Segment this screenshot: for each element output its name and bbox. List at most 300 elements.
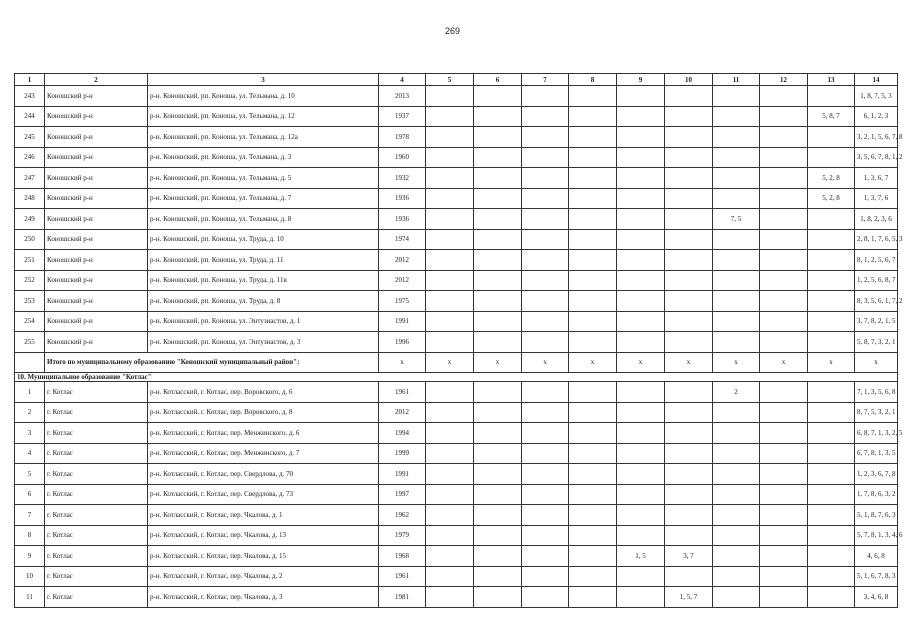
empty-cell (760, 106, 808, 127)
row-number-cell: 251 (15, 250, 45, 271)
empty-cell (522, 168, 569, 189)
col11-cell (713, 229, 760, 250)
empty-cell (474, 291, 522, 312)
empty-cell (474, 402, 522, 423)
section-row (15, 373, 898, 382)
table-row (15, 443, 898, 464)
empty-cell (522, 484, 569, 505)
empty-cell (522, 270, 569, 291)
col10-cell (665, 106, 713, 127)
col10-cell (665, 270, 713, 291)
year-cell: 1961 (379, 382, 426, 403)
empty-cell (569, 525, 617, 546)
col11-cell (713, 188, 760, 209)
col14-cell: 5, 1, 8, 7, 6, 3 (855, 505, 898, 526)
empty-cell (474, 464, 522, 485)
col14-cell: 1, 2, 3, 6, 7, 8 (855, 464, 898, 485)
empty-cell (760, 147, 808, 168)
row-number-cell: 254 (15, 311, 45, 332)
col13-cell (808, 484, 855, 505)
table-row (15, 229, 898, 250)
table-row (15, 209, 898, 230)
empty-cell (426, 229, 474, 250)
district-cell: Коношский р-н (45, 127, 148, 148)
col14-cell: 7, 1, 3, 5, 6, 8 (855, 382, 898, 403)
empty-cell (760, 525, 808, 546)
column-header: 11 (713, 74, 760, 86)
year-cell: 1991 (379, 464, 426, 485)
col10-cell (665, 229, 713, 250)
empty-cell (522, 106, 569, 127)
empty-cell (760, 168, 808, 189)
table-row (15, 86, 898, 107)
empty-cell (426, 505, 474, 526)
empty-cell (426, 106, 474, 127)
col11-cell (713, 464, 760, 485)
col13-cell (808, 566, 855, 587)
empty-cell (569, 250, 617, 271)
col13-cell (808, 86, 855, 107)
empty-cell (522, 505, 569, 526)
col13-cell (808, 250, 855, 271)
row-number-cell: 11 (15, 587, 45, 608)
table-row (15, 106, 898, 127)
total-mark: х (617, 352, 665, 373)
row-number-cell: 3 (15, 423, 45, 444)
district-cell: Коношский р-н (45, 106, 148, 127)
district-cell: г. Котлас (45, 566, 148, 587)
col10-cell (665, 382, 713, 403)
empty-cell (522, 566, 569, 587)
col11-cell (713, 168, 760, 189)
col13-cell (808, 291, 855, 312)
col13-cell (808, 382, 855, 403)
col14-cell: 2, 8, 1, 7, 6, 5, 3 (855, 229, 898, 250)
col13-cell (808, 332, 855, 353)
col13-cell (808, 402, 855, 423)
empty-cell (522, 209, 569, 230)
empty-cell (426, 464, 474, 485)
col9-cell (617, 525, 665, 546)
empty-cell (426, 402, 474, 423)
col10-cell (665, 525, 713, 546)
empty-cell (426, 311, 474, 332)
col13-cell (808, 229, 855, 250)
district-cell: Коношский р-н (45, 229, 148, 250)
district-cell: г. Котлас (45, 505, 148, 526)
district-cell: г. Котлас (45, 423, 148, 444)
address-cell: р-н. Котласский, г. Котлас, пер. Воровского, д. 6 (148, 382, 379, 403)
empty-cell (569, 332, 617, 353)
total-mark: х (379, 352, 426, 373)
empty-cell (474, 127, 522, 148)
table-row (15, 332, 898, 353)
total-mark: х (474, 352, 522, 373)
col14-cell: 1, 7, 8, 6, 3, 2 (855, 484, 898, 505)
col11-cell (713, 106, 760, 127)
address-cell: р-н. Коношский, рп. Коноша, ул. Тельмана, д. 8 (148, 209, 379, 230)
col10-cell (665, 311, 713, 332)
col9-cell (617, 382, 665, 403)
col9-cell (617, 86, 665, 107)
year-cell: 1960 (379, 147, 426, 168)
empty-cell (426, 86, 474, 107)
address-cell: р-н. Коношский, рп. Коноша, ул. Тельмана, д. 5 (148, 168, 379, 189)
col10-cell (665, 332, 713, 353)
empty-cell (474, 147, 522, 168)
col13-cell (808, 587, 855, 608)
empty-cell (760, 464, 808, 485)
empty-cell (474, 587, 522, 608)
col10-cell (665, 168, 713, 189)
col13-cell (808, 505, 855, 526)
col11-cell (713, 443, 760, 464)
empty-cell (760, 443, 808, 464)
empty-cell (569, 464, 617, 485)
year-cell: 1962 (379, 505, 426, 526)
empty-cell (760, 209, 808, 230)
empty-cell (522, 188, 569, 209)
col9-cell (617, 566, 665, 587)
empty-cell (760, 484, 808, 505)
table-row (15, 546, 898, 567)
konosha-rows (15, 86, 903, 353)
col9-cell (617, 587, 665, 608)
empty-cell (760, 250, 808, 271)
district-cell: Коношский р-н (45, 86, 148, 107)
col14-cell: 1, 2, 5, 6, 8, 7 (855, 270, 898, 291)
empty-cell (760, 270, 808, 291)
empty-cell (474, 106, 522, 127)
empty-cell (569, 188, 617, 209)
column-header: 1 (15, 74, 45, 86)
row-number-cell: 244 (15, 106, 45, 127)
col10-cell (665, 464, 713, 485)
total-mark: х (665, 352, 713, 373)
page-number: 269 (444, 26, 461, 36)
district-cell: Коношский р-н (45, 332, 148, 353)
year-cell: 1968 (379, 546, 426, 567)
empty-cell (474, 86, 522, 107)
empty-cell (569, 147, 617, 168)
empty-cell (474, 229, 522, 250)
table-row (15, 188, 898, 209)
col14-cell: 3, 2, 1, 5, 6, 7, 8 (855, 127, 898, 148)
empty-cell (522, 402, 569, 423)
address-cell: р-н. Коношский, рп. Коноша, ул. Труда, д. 11 (148, 250, 379, 271)
col14-cell: 1, 3, 6, 7 (855, 168, 898, 189)
address-cell: р-н. Коношский, рп. Коноша, ул. Тельмана, д. 3 (148, 147, 379, 168)
col9-cell (617, 311, 665, 332)
col9-cell (617, 127, 665, 148)
col13-cell (808, 443, 855, 464)
year-cell: 1979 (379, 525, 426, 546)
table-row (15, 127, 898, 148)
year-cell: 2012 (379, 402, 426, 423)
district-cell: Коношский р-н (45, 250, 148, 271)
year-cell: 1994 (379, 423, 426, 444)
empty-cell (426, 168, 474, 189)
total-num-cell (15, 352, 45, 373)
empty-cell (522, 464, 569, 485)
col14-cell: 6, 7, 8, 1, 3, 5 (855, 443, 898, 464)
col9-cell (617, 250, 665, 271)
district-cell: Коношский р-н (45, 188, 148, 209)
column-header: 14 (855, 74, 898, 86)
col10-cell (665, 402, 713, 423)
col11-cell (713, 525, 760, 546)
year-cell: 1996 (379, 332, 426, 353)
district-cell: г. Котлас (45, 382, 148, 403)
total-mark: х (569, 352, 617, 373)
total-mark: х (713, 352, 760, 373)
row-number-cell: 250 (15, 229, 45, 250)
col10-cell (665, 443, 713, 464)
empty-cell (426, 423, 474, 444)
table-row (15, 270, 898, 291)
address-cell: р-н. Котласский, г. Котлас, пер. Менжинского, д. 6 (148, 423, 379, 444)
empty-cell (760, 566, 808, 587)
row-number-cell: 255 (15, 332, 45, 353)
col11-cell (713, 587, 760, 608)
column-header: 4 (379, 74, 426, 86)
col14-cell: 5, 7, 8, 1, 3, 4, 6 (855, 525, 898, 546)
district-cell: Коношский р-н (45, 291, 148, 312)
section-title: 10. Муниципальное образование "Котлас" (15, 373, 898, 382)
col9-cell (617, 505, 665, 526)
address-cell: р-н. Котласский, г. Котлас, пер. Свердлова, д. 73 (148, 484, 379, 505)
col14-cell: 1, 8, 7, 5, 3 (855, 86, 898, 107)
col14-cell: 4, 6, 8 (855, 546, 898, 567)
col11-cell (713, 423, 760, 444)
total-mark: х (808, 352, 855, 373)
col9-cell (617, 209, 665, 230)
district-cell: г. Котлас (45, 464, 148, 485)
row-number-cell: 4 (15, 443, 45, 464)
table-row (15, 291, 898, 312)
table-row (15, 168, 898, 189)
empty-cell (426, 566, 474, 587)
year-cell: 1975 (379, 291, 426, 312)
col9-cell (617, 147, 665, 168)
address-cell: р-н. Коношский, рп. Коноша, ул. Труда, д. 11в (148, 270, 379, 291)
col9-cell (617, 423, 665, 444)
empty-cell (426, 525, 474, 546)
empty-cell (426, 546, 474, 567)
row-number-cell: 10 (15, 566, 45, 587)
total-mark: х (522, 352, 569, 373)
empty-cell (426, 291, 474, 312)
year-cell: 1981 (379, 587, 426, 608)
district-cell: Коношский р-н (45, 311, 148, 332)
empty-cell (426, 188, 474, 209)
row-number-cell: 7 (15, 505, 45, 526)
col9-cell (617, 270, 665, 291)
col11-cell (713, 546, 760, 567)
empty-cell (426, 484, 474, 505)
empty-cell (474, 443, 522, 464)
empty-cell (760, 546, 808, 567)
empty-cell (569, 168, 617, 189)
col14-cell: 1, 8, 2, 3, 6 (855, 209, 898, 230)
col10-cell: 1, 5, 7 (665, 587, 713, 608)
empty-cell (569, 587, 617, 608)
empty-cell (760, 291, 808, 312)
col10-cell (665, 250, 713, 271)
row-number-cell: 1 (15, 382, 45, 403)
empty-cell (522, 147, 569, 168)
row-number-cell: 9 (15, 546, 45, 567)
empty-cell (474, 332, 522, 353)
year-cell: 1961 (379, 566, 426, 587)
empty-cell (569, 484, 617, 505)
table-row (15, 250, 898, 271)
empty-cell (569, 86, 617, 107)
col13-cell (808, 127, 855, 148)
empty-cell (426, 443, 474, 464)
year-cell: 1974 (379, 229, 426, 250)
district-cell: г. Котлас (45, 484, 148, 505)
col9-cell (617, 188, 665, 209)
empty-cell (569, 546, 617, 567)
col10-cell (665, 147, 713, 168)
col9-cell: 1, 5 (617, 546, 665, 567)
col10-cell (665, 566, 713, 587)
col11-cell (713, 147, 760, 168)
col11-cell (713, 505, 760, 526)
year-cell: 1999 (379, 443, 426, 464)
address-cell: р-н. Котласский, г. Котлас, пер. Чкалова, д. 13 (148, 525, 379, 546)
col9-cell (617, 229, 665, 250)
column-header: 2 (45, 74, 148, 86)
col14-cell: 1, 3, 7, 6 (855, 188, 898, 209)
col10-cell (665, 86, 713, 107)
year-cell: 2012 (379, 250, 426, 271)
empty-cell (426, 147, 474, 168)
col14-cell: 3, 4, 6, 8 (855, 587, 898, 608)
empty-cell (522, 443, 569, 464)
year-cell: 1997 (379, 484, 426, 505)
col13-cell (808, 311, 855, 332)
empty-cell (426, 250, 474, 271)
column-header: 10 (665, 74, 713, 86)
empty-cell (569, 106, 617, 127)
district-cell: Коношский р-н (45, 270, 148, 291)
col13-cell: 5, 2, 8 (808, 188, 855, 209)
empty-cell (522, 127, 569, 148)
col10-cell (665, 423, 713, 444)
empty-cell (522, 525, 569, 546)
col11-cell (713, 566, 760, 587)
col14-cell: 5, 1, 6, 7, 8, 3 (855, 566, 898, 587)
table-row (15, 311, 898, 332)
year-cell: 1936 (379, 188, 426, 209)
col14-cell: 5, 8, 7, 3, 2, 1 (855, 332, 898, 353)
empty-cell (426, 587, 474, 608)
col13-cell (808, 147, 855, 168)
empty-cell (760, 188, 808, 209)
empty-cell (569, 311, 617, 332)
column-header: 13 (808, 74, 855, 86)
empty-cell (474, 209, 522, 230)
col14-cell: 8, 7, 5, 3, 2, 1 (855, 402, 898, 423)
row-number-cell: 252 (15, 270, 45, 291)
total-section (15, 352, 898, 382)
empty-cell (522, 587, 569, 608)
empty-cell (474, 188, 522, 209)
empty-cell (569, 566, 617, 587)
column-header: 8 (569, 74, 617, 86)
row-number-cell: 253 (15, 291, 45, 312)
district-cell: г. Котлас (45, 546, 148, 567)
empty-cell (522, 546, 569, 567)
empty-cell (474, 168, 522, 189)
row-number-cell: 243 (15, 86, 45, 107)
col11-cell (713, 402, 760, 423)
col9-cell (617, 106, 665, 127)
empty-cell (569, 229, 617, 250)
empty-cell (474, 484, 522, 505)
row-number-cell: 249 (15, 209, 45, 230)
column-header: 7 (522, 74, 569, 86)
address-cell: р-н. Котласский, г. Котлас, пер. Чкалова, д. 1 (148, 505, 379, 526)
col14-cell: 6, 8, 7, 1, 3, 2, 5 (855, 423, 898, 444)
col11-cell (713, 332, 760, 353)
empty-cell (569, 209, 617, 230)
address-cell: р-н. Котласский, г. Котлас, пер. Чкалова, д. 15 (148, 546, 379, 567)
col13-cell (808, 464, 855, 485)
address-cell: р-н. Котласский, г. Котлас, пер. Воровского, д. 8 (148, 402, 379, 423)
year-cell: 1932 (379, 168, 426, 189)
address-cell: р-н. Коношский, рп. Коноша, ул. Тельмана, д. 10 (148, 86, 379, 107)
empty-cell (760, 382, 808, 403)
col14-cell: 8, 3, 5, 6, 1, 7, 2 (855, 291, 898, 312)
empty-cell (474, 546, 522, 567)
year-cell: 2012 (379, 270, 426, 291)
col14-cell: 8, 1, 2, 5, 6, 7 (855, 250, 898, 271)
empty-cell (522, 291, 569, 312)
total-mark: х (855, 352, 898, 373)
table-row (15, 147, 898, 168)
year-cell: 1936 (379, 209, 426, 230)
col13-cell (808, 270, 855, 291)
table-row (15, 484, 898, 505)
col14-cell: 3, 5, 6, 7, 8, 1, 2 (855, 147, 898, 168)
table-row (15, 382, 898, 403)
col11-cell (713, 311, 760, 332)
year-cell: 1978 (379, 127, 426, 148)
col9-cell (617, 402, 665, 423)
empty-cell (569, 270, 617, 291)
district-cell: г. Котлас (45, 443, 148, 464)
district-cell: г. Котлас (45, 587, 148, 608)
table-row (15, 464, 898, 485)
col10-cell (665, 484, 713, 505)
year-cell: 1991 (379, 311, 426, 332)
empty-cell (522, 229, 569, 250)
total-row (15, 352, 898, 373)
empty-cell (474, 423, 522, 444)
row-number-cell: 5 (15, 464, 45, 485)
empty-cell (569, 443, 617, 464)
empty-cell (474, 525, 522, 546)
col11-cell (713, 86, 760, 107)
row-number-cell: 246 (15, 147, 45, 168)
empty-cell (474, 270, 522, 291)
column-header: 3 (148, 74, 379, 86)
empty-cell (474, 505, 522, 526)
col10-cell (665, 188, 713, 209)
